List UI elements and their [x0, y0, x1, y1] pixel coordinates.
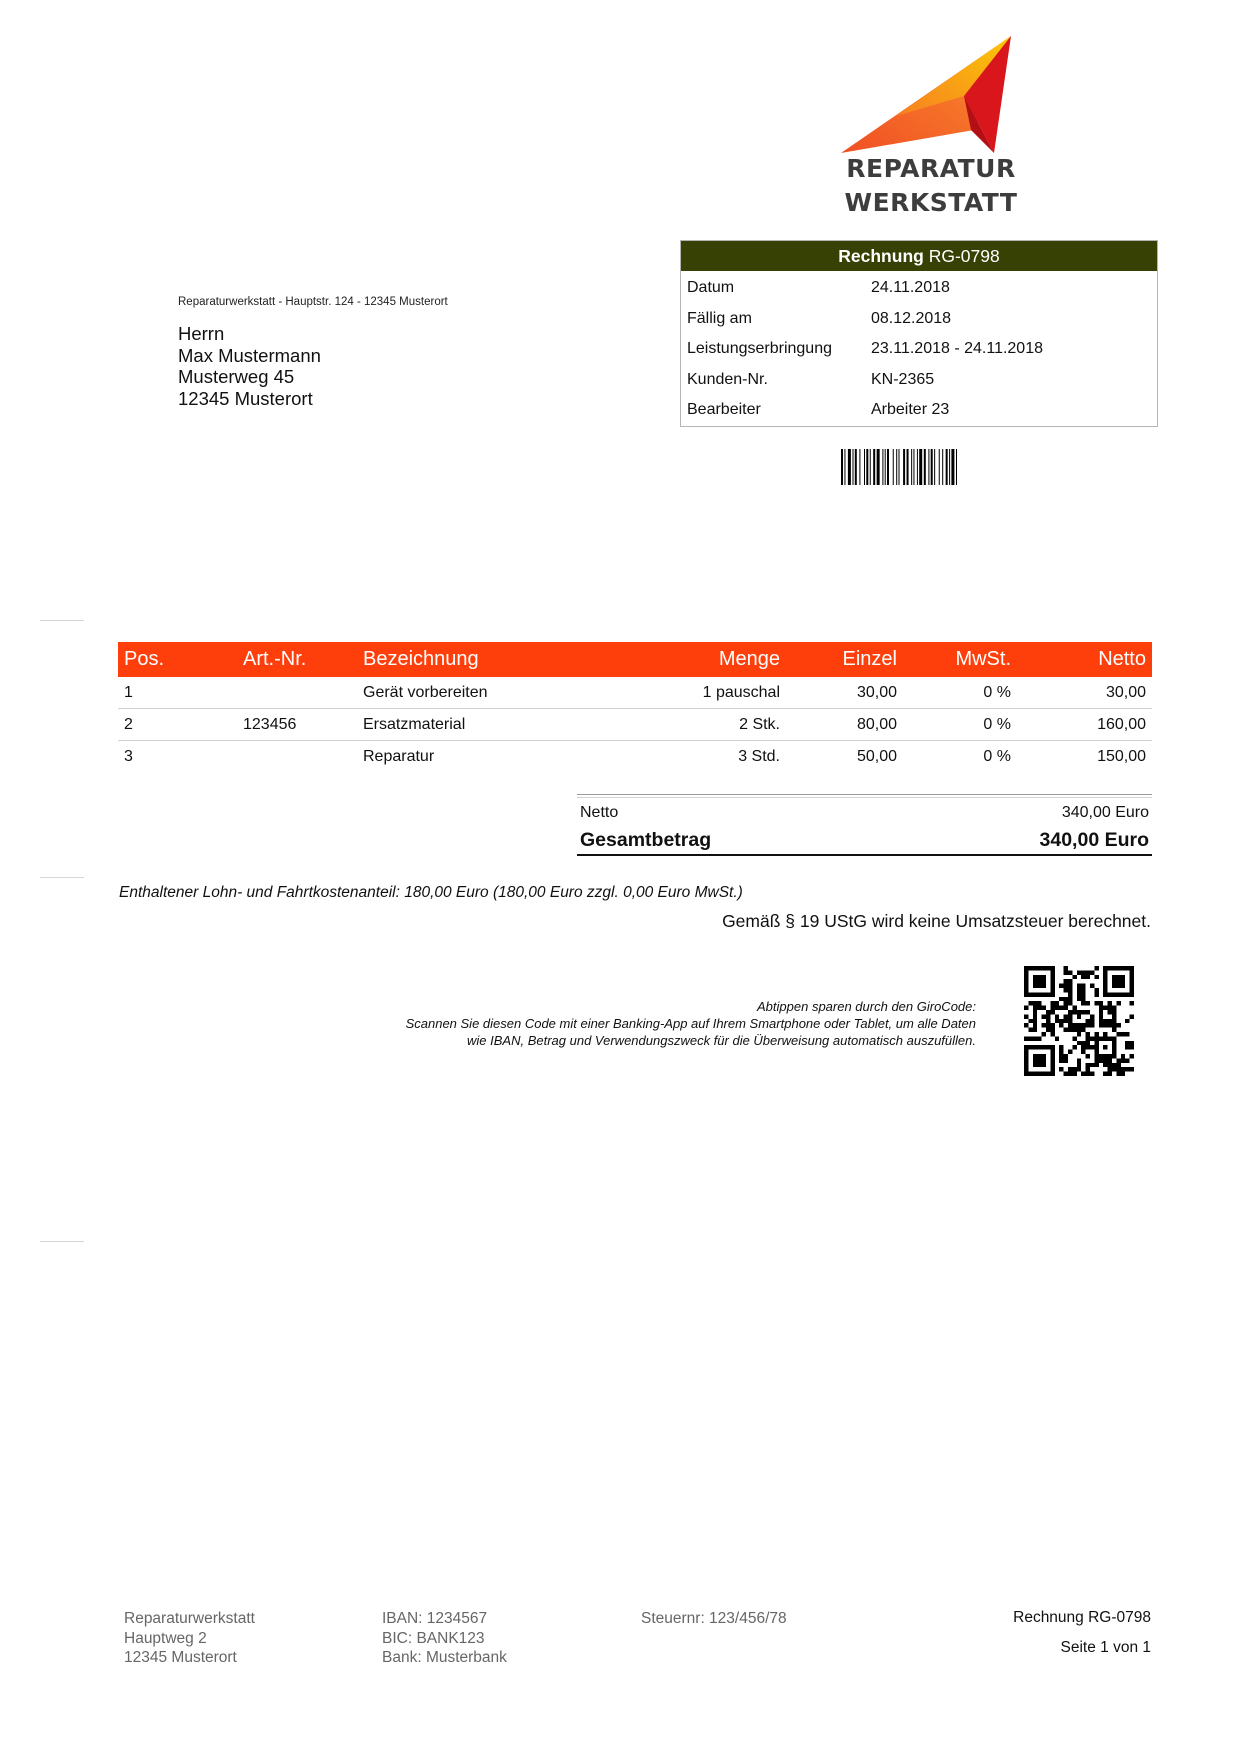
- info-value: KN-2365: [871, 370, 935, 388]
- items-table: [118, 642, 1152, 772]
- footer-bic: BIC: BANK123: [382, 1629, 485, 1647]
- info-value: 23.11.2018 - 24.11.2018: [871, 340, 1043, 357]
- cell-netto: 30,00: [1105, 684, 1146, 701]
- cell-einzel: 50,00: [856, 748, 897, 765]
- col-header-bezeichnung: Bezeichnung: [363, 648, 479, 670]
- cell-pos: 2: [124, 716, 133, 733]
- recipient-city: 12345 Musterort: [178, 387, 313, 409]
- girocode-desc-2: wie IBAN, Betrag und Verwendungszweck für die Überweisung automatisch auszufüllen.: [467, 1033, 976, 1048]
- invoice-title: [681, 241, 1157, 271]
- cell-einzel: 30,00: [856, 684, 897, 701]
- cell-pos: 1: [124, 684, 133, 701]
- footer-iban: IBAN: 1234567: [382, 1610, 488, 1627]
- gesamt-value: 340,00 Euro: [1039, 829, 1149, 851]
- gesamt-label: Gesamtbetrag: [580, 829, 712, 851]
- girocode-text: [406, 998, 976, 1049]
- cell-mwst: 0 %: [983, 716, 1011, 733]
- sender-address-line: Reparaturwerkstatt - Hauptstr. 124 - 12345 Musterort: [178, 296, 448, 308]
- col-header-mwst: MwSt.: [955, 648, 1011, 670]
- fold-mark: [40, 1241, 84, 1242]
- footer-invoice-number: Rechnung RG-0798: [1013, 1609, 1151, 1626]
- footer-tax: [641, 1609, 787, 1629]
- invoice-title-label: Rechnung: [838, 246, 924, 266]
- info-label: Fällig am: [687, 309, 752, 327]
- invoice-number: RG-0798: [928, 246, 1000, 266]
- footer-invoice-ref: [1013, 1609, 1151, 1657]
- netto-value: 340,00 Euro: [1061, 804, 1149, 821]
- recipient-name: Max Mustermann: [178, 344, 321, 366]
- girocode-title: Abtippen sparen durch den GiroCode:: [757, 999, 976, 1014]
- table-row: [118, 709, 1152, 741]
- tax-exemption-note: Gemäß § 19 UStG wird keine Umsatzsteuer berechnet.: [722, 911, 1151, 931]
- cell-bezeichnung: Reparatur: [363, 748, 435, 765]
- info-value: 08.12.2018: [871, 309, 952, 327]
- totals-block: [577, 794, 1152, 856]
- cell-mwst: 0 %: [983, 748, 1011, 765]
- recipient-street: Musterweg 45: [178, 366, 295, 387]
- totals-divider: [577, 794, 1152, 795]
- fold-mark: [40, 620, 84, 621]
- girocode-desc-1: Scannen Sie diesen Code mit einer Banking-App auf Ihrem Smartphone oder Tablet, um alle Daten: [405, 1016, 976, 1031]
- logo-arrow-icon: [836, 30, 1026, 155]
- cell-netto: 150,00: [1097, 748, 1146, 765]
- footer-company-street: Hauptweg 2: [124, 1629, 207, 1647]
- table-row: [118, 677, 1152, 709]
- footer-company-city: 12345 Musterort: [124, 1649, 237, 1666]
- netto-label: Netto: [580, 804, 619, 821]
- logo-text-line1: REPARATUR: [846, 154, 1016, 183]
- totals-gesamt-row: [577, 824, 1152, 856]
- company-logo: [836, 30, 1026, 230]
- footer-tax-number: Steuernr: 123/456/78: [641, 1610, 787, 1627]
- recipient-salutation: Herrn: [178, 323, 225, 344]
- table-row: [118, 741, 1152, 772]
- cell-einzel: 80,00: [856, 716, 897, 733]
- info-value: Arbeiter 23: [871, 401, 950, 418]
- cell-menge: 3 Std.: [738, 748, 780, 765]
- cell-pos: 3: [124, 748, 133, 765]
- invoice-info-box: [680, 240, 1158, 427]
- col-header-einzel: Einzel: [842, 648, 897, 670]
- cell-menge: 1 pauschal: [702, 684, 780, 701]
- recipient-address: [178, 323, 321, 409]
- info-label: Leistungserbringung: [687, 340, 832, 357]
- footer-company-name: Reparaturwerkstatt: [124, 1610, 255, 1627]
- info-label: Datum: [687, 279, 735, 296]
- info-label: Bearbeiter: [687, 401, 761, 418]
- table-header: [118, 642, 1152, 677]
- cell-bezeichnung: Gerät vorbereiten: [363, 684, 488, 701]
- footer-bank-name: Bank: Musterbank: [382, 1649, 507, 1666]
- logo-text-line2: WERKSTATT: [844, 188, 1018, 217]
- cell-netto: 160,00: [1097, 716, 1146, 733]
- cell-mwst: 0 %: [983, 684, 1011, 701]
- qr-code-icon: [1024, 966, 1134, 1076]
- info-value: 24.11.2018: [871, 279, 950, 296]
- totals-netto-row: [577, 798, 1152, 824]
- col-header-pos: Pos.: [124, 648, 165, 670]
- col-header-art-nr: Art.-Nr.: [243, 648, 307, 670]
- col-header-netto: Netto: [1098, 648, 1146, 670]
- cell-menge: 2 Stk.: [739, 716, 780, 733]
- cell-art-nr: 123456: [243, 716, 297, 733]
- footer-page-number: Seite 1 von 1: [1060, 1639, 1151, 1656]
- col-header-menge: Menge: [718, 648, 780, 670]
- barcode-icon: [841, 449, 998, 485]
- info-label: Kunden-Nr.: [687, 370, 768, 388]
- labor-cost-note: Enthaltener Lohn- und Fahrtkostenanteil: 180,00 Euro (180,00 Euro zzgl. 0,00 Euro MwSt.): [119, 884, 743, 901]
- footer-bank: [382, 1609, 507, 1668]
- cell-bezeichnung: Ersatzmaterial: [363, 716, 466, 733]
- footer-company: [124, 1609, 255, 1668]
- fold-mark: [40, 877, 84, 878]
